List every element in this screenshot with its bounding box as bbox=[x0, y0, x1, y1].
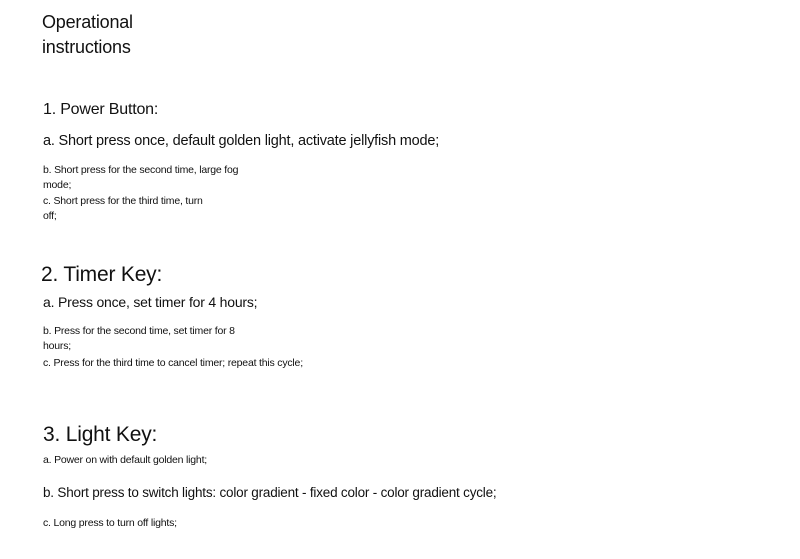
light-item-b: b. Short press to switch lights: color gradient - fixed color - color gradient cycle; bbox=[43, 485, 497, 500]
section-heading-light-key: 3. Light Key: bbox=[43, 423, 158, 446]
power-item-a: a. Short press once, default golden light, activate jellyfish mode; bbox=[43, 133, 440, 149]
power-item-c-cont: off; bbox=[43, 210, 57, 222]
section-heading-timer-key: 2. Timer Key: bbox=[41, 263, 163, 286]
power-item-b: b. Short press for the second time, large fog bbox=[43, 164, 239, 176]
timer-item-b: b. Press for the second time, set timer for 8 bbox=[43, 325, 235, 337]
page-title: Operational instructions bbox=[42, 12, 133, 57]
power-item-b-cont: mode; bbox=[43, 179, 72, 191]
power-item-c: c. Short press for the third time, turn bbox=[43, 195, 203, 207]
timer-item-a: a. Press once, set timer for 4 hours; bbox=[43, 294, 258, 310]
timer-item-c: c. Press for the third time to cancel timer; repeat this cycle; bbox=[43, 357, 303, 369]
light-item-c: c. Long press to turn off lights; bbox=[43, 517, 177, 529]
light-item-a: a. Power on with default golden light; bbox=[43, 454, 208, 466]
timer-item-b-cont: hours; bbox=[43, 340, 71, 352]
section-heading-power-button: 1. Power Button: bbox=[43, 101, 159, 118]
